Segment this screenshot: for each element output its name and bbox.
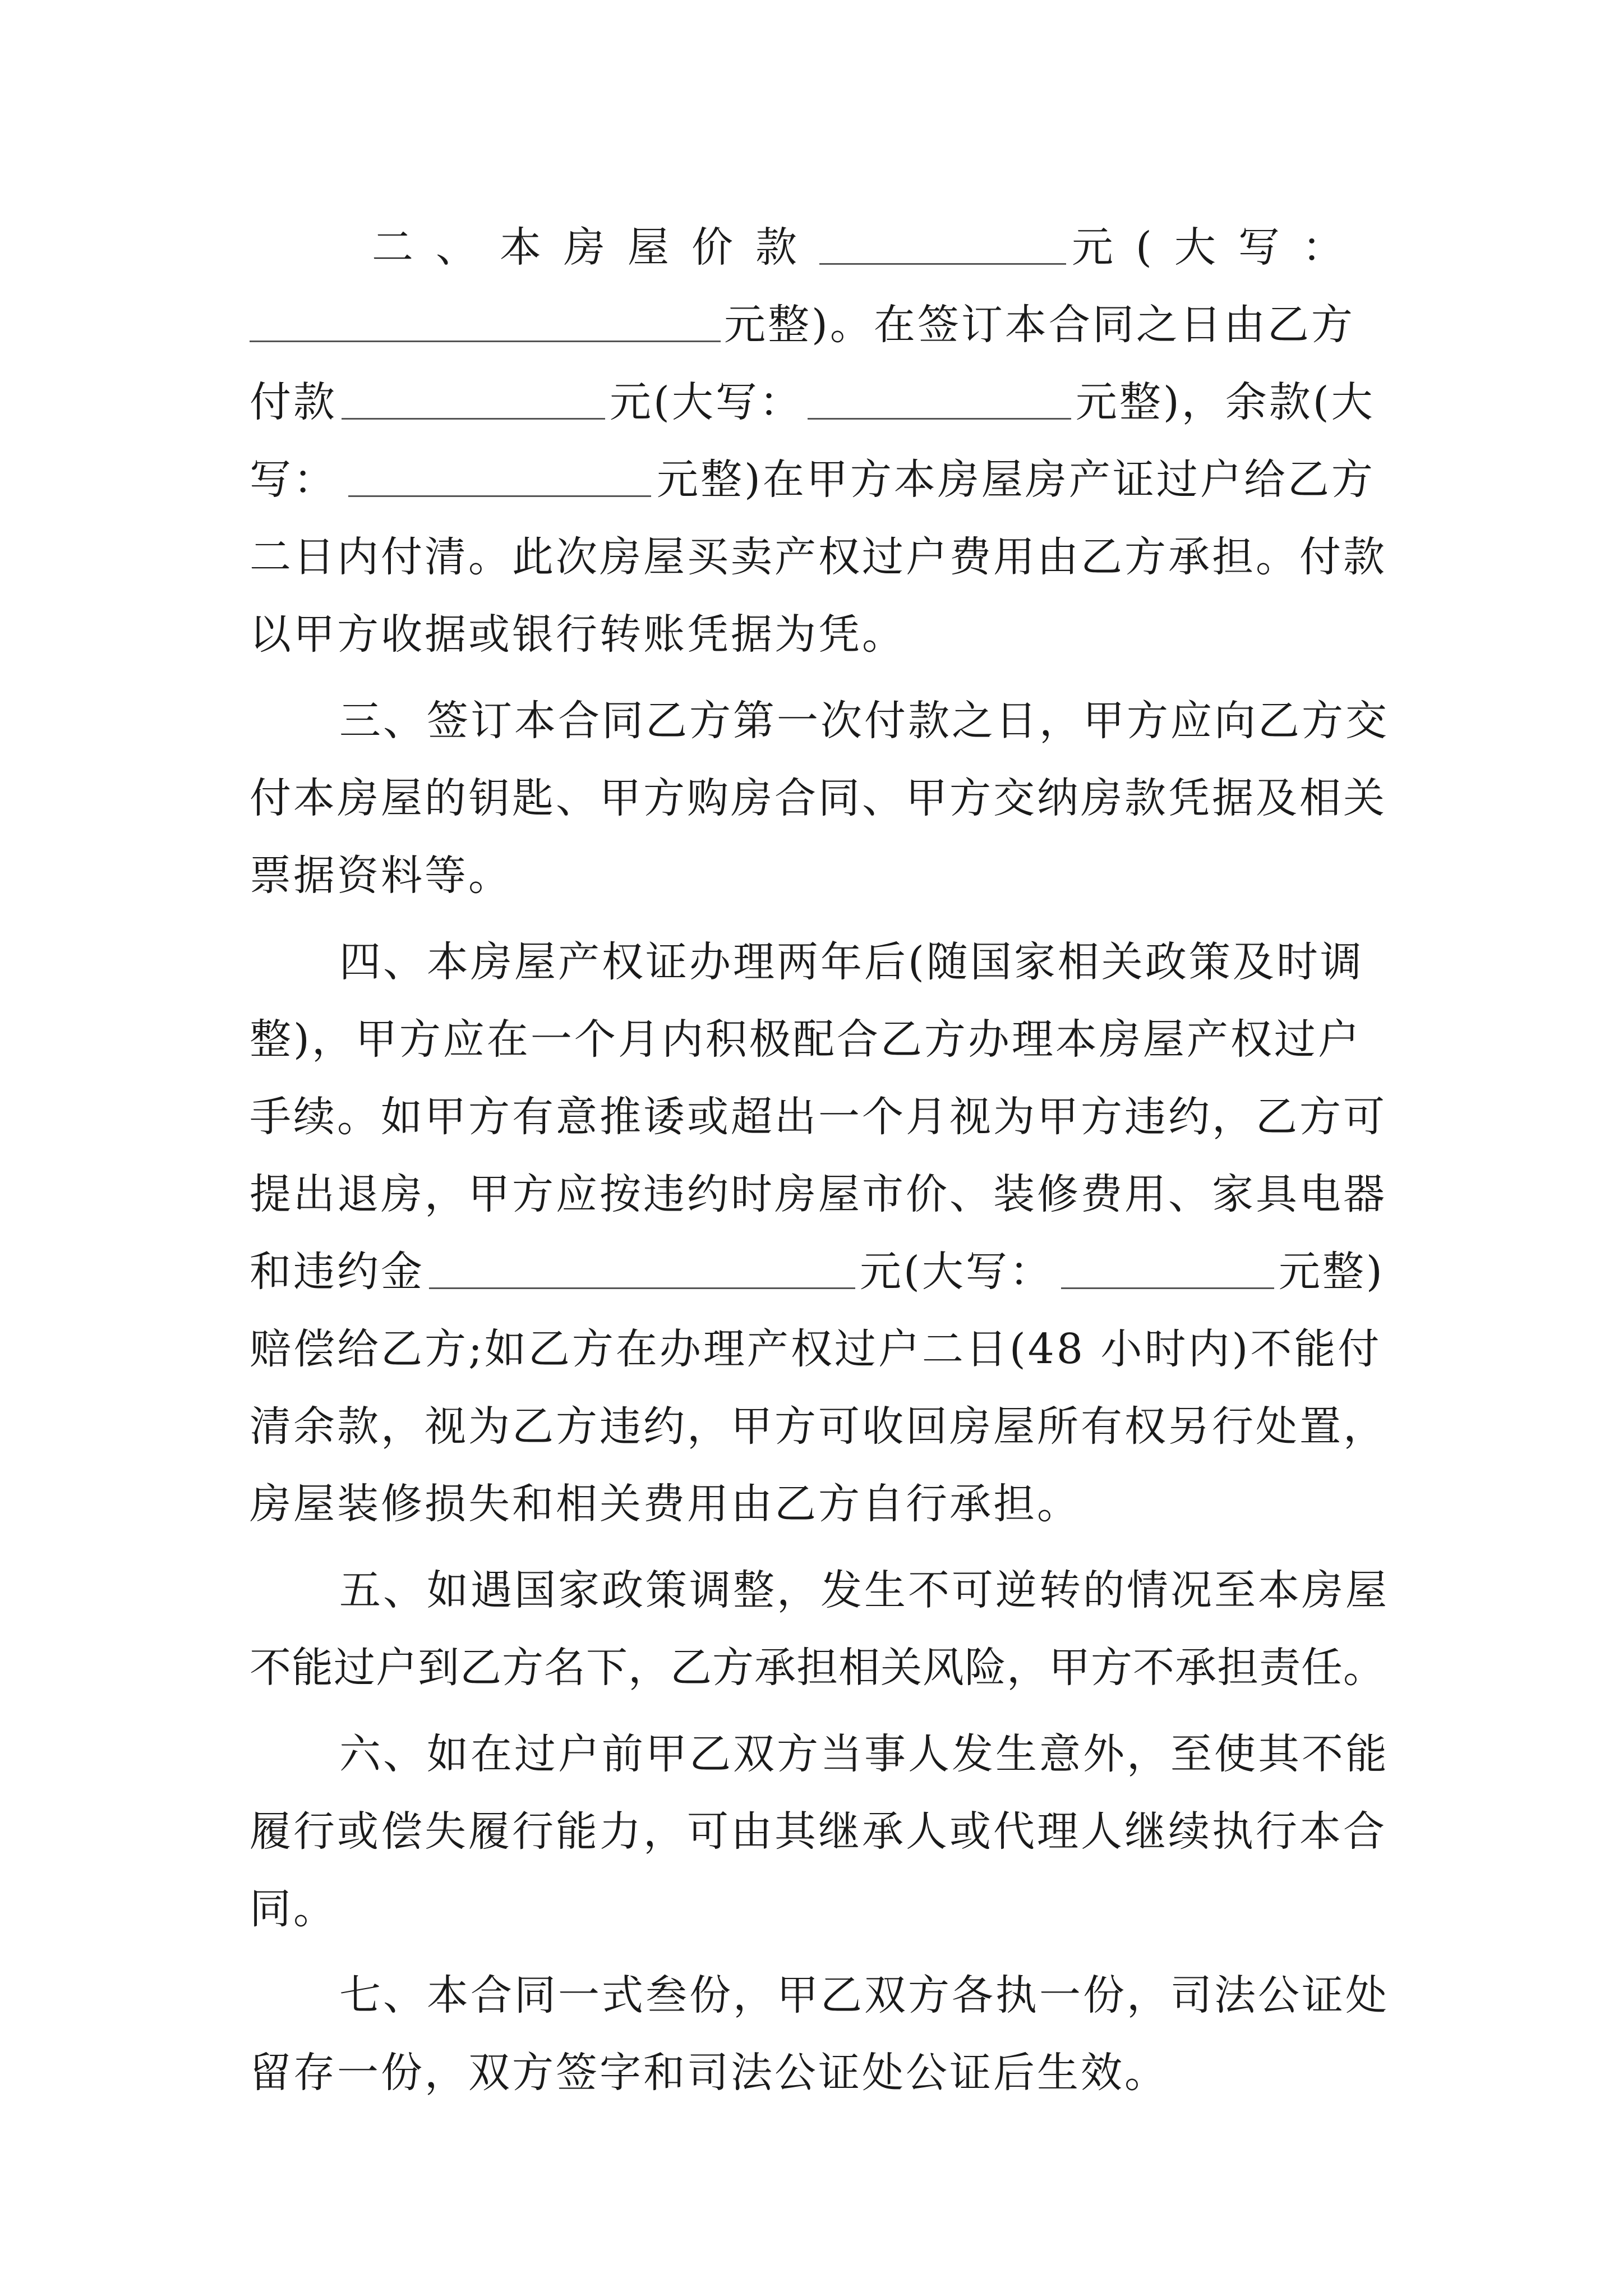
text: 和违约金	[250, 1248, 425, 1296]
clause-5	[250, 1552, 1399, 1706]
clause-4	[250, 923, 1399, 1543]
clause-5-line-2: 不能过户到乙方名下，乙方承担相关风险，甲方不承担责任。	[250, 1644, 1385, 1692]
clause-2-line-5: 二日内付清。此次房屋买卖产权过户费用由乙方承担。付款	[250, 533, 1387, 581]
clause-2	[250, 209, 1399, 673]
clause-3-line-2: 付本房屋的钥匙、甲方购房合同、甲方交纳房款凭据及相关	[250, 774, 1387, 822]
clause-7	[250, 1957, 1399, 2111]
first-payment-blank	[342, 379, 605, 420]
price-blank	[819, 224, 1066, 265]
clause-5-line-1: 五、如遇国家政策调整，发生不可逆转的情况至本房屋	[339, 1566, 1389, 1614]
clause-6-line-1: 六、如在过户前甲乙双方当事人发生意外，至使其不能	[339, 1730, 1389, 1778]
clause-4-line-8: 房屋装修损失和相关费用由乙方自行承担。	[250, 1480, 1081, 1528]
clause-6-line-3: 同。	[250, 1885, 337, 1933]
text: 元(大写：	[610, 378, 803, 426]
text: 元整)在甲方本房屋房产证过户给乙方	[657, 455, 1375, 504]
clause-4-line-5	[250, 1233, 1399, 1310]
penalty-blank	[429, 1248, 855, 1289]
balance-uppercase-blank	[348, 456, 651, 497]
price-uppercase-blank	[250, 301, 721, 342]
clause-6-line-2: 履行或偿失履行能力，可由其继承人或代理人继续执行本合	[250, 1807, 1387, 1856]
clause-2-line-4	[250, 441, 1399, 518]
text: 写：	[250, 455, 337, 504]
clause-3-line-3: 票据资料等。	[250, 852, 512, 900]
contract-page	[250, 209, 1399, 2111]
text: 元整)，余款(大	[1075, 378, 1375, 426]
clause-3	[250, 682, 1399, 914]
clause-2-line-1	[250, 209, 1399, 286]
clause-2-line-3	[250, 364, 1399, 441]
clause-7-line-1: 七、本合同一式叁份，甲乙双方各执一份，司法公证处	[339, 1971, 1389, 2019]
clause-4-line-6: 赔偿给乙方;如乙方在办理产权过户二日(48 小时内)不能付	[250, 1325, 1382, 1373]
clause-4-line-4: 提出退房，甲方应按违约时房屋市价、装修费用、家具电器	[250, 1170, 1387, 1218]
clause-7-line-2: 留存一份，双方签字和司法公证处公证后生效。	[250, 2049, 1168, 2097]
clause-4-line-3: 手续。如甲方有意推诿或超出一个月视为甲方违约，乙方可	[250, 1093, 1387, 1141]
clause-2-line-2	[250, 286, 1399, 364]
clause-2-line-6: 以甲方收据或银行转账凭据为凭。	[250, 610, 906, 659]
text: 付款	[250, 378, 337, 426]
clause-3-line-1: 三、签订本合同乙方第一次付款之日，甲方应向乙方交	[339, 697, 1389, 745]
clause-6	[250, 1715, 1399, 1948]
text: 元整)。在签订本合同之日由乙方	[724, 301, 1355, 349]
text: 元(大写：	[860, 1248, 1053, 1296]
text: 元整)	[1278, 1248, 1385, 1296]
penalty-uppercase-blank	[1061, 1248, 1274, 1289]
text: 二、本房屋价款	[372, 223, 819, 272]
clause-4-line-1: 四、本房屋产权证办理两年后(随国家相关政策及时调	[339, 938, 1364, 986]
text: 元(大写：	[1072, 223, 1366, 272]
clause-4-line-2: 整)，甲方应在一个月内积极配合乙方办理本房屋产权过户	[250, 1015, 1362, 1064]
clause-4-line-7: 清余款，视为乙方违约，甲方可收回房屋所有权另行处置，	[250, 1402, 1387, 1451]
first-payment-uppercase-blank	[808, 379, 1071, 420]
